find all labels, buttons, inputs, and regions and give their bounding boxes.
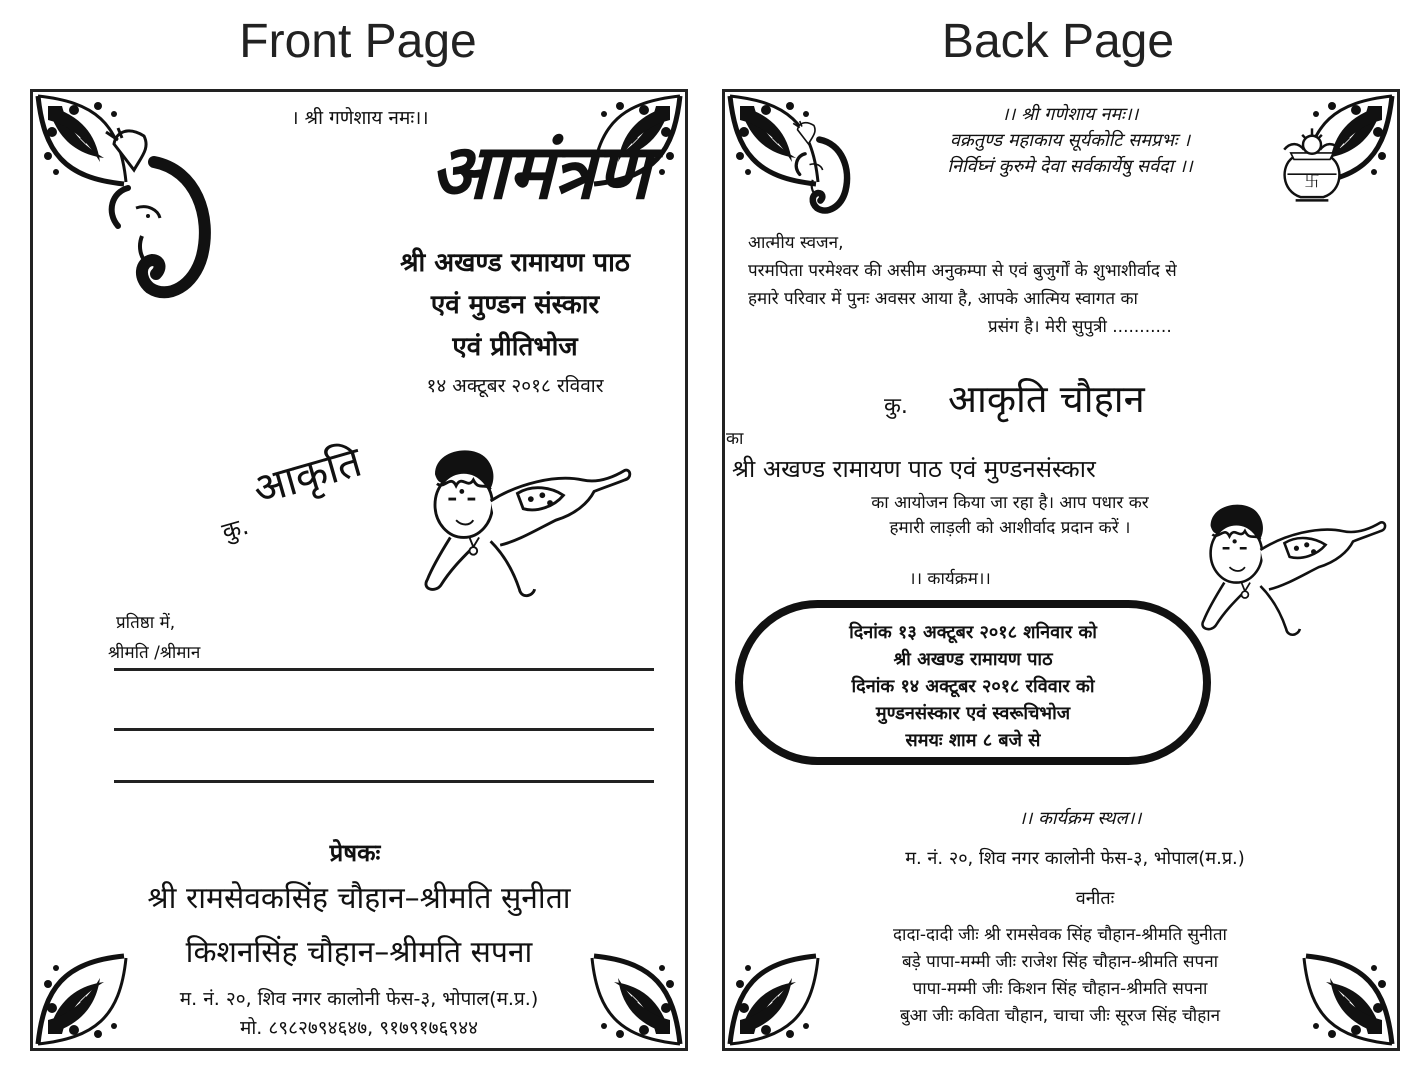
back-event-line: श्री अखण्ड रामायण पाठ एवं मुण्डनसंस्कार (732, 455, 1096, 483)
front-phone: मो. ८९८२७९४६४७, ९१७९१७६९४४ (239, 1017, 479, 1039)
relative-line: बुआ जीः कविता चौहान, चाचा जीः सूरज सिंह चौहान (899, 1006, 1221, 1026)
karyakram-label: ।। कार्यक्रम।। (909, 569, 991, 589)
program-line: मुण्डनसंस्कार एवं स्वरूचिभोज (875, 703, 1071, 724)
ka-label: का (726, 429, 744, 449)
back-name: आकृति चौहान (948, 377, 1145, 421)
intro-para-line: परमपिता परमेश्वर की असीम अनुकम्पा से एवं बुजुर्गों के शुभाशीर्वाद से (748, 261, 1177, 281)
relative-line: दादा-दादी जीः श्री रामसेवक सिंह चौहान-श्रीमति सुनीता (893, 925, 1227, 945)
pratishtha-label: प्रतिष्ठा में, (116, 613, 176, 633)
shloka-line-2: निर्विघ्नं कुरुमे देवा सर्वकार्येषु सर्वदा ।। (947, 156, 1193, 177)
baby-illustration-icon (412, 442, 642, 607)
address-line (114, 728, 654, 731)
venue-address: म. नं. २०, शिव नगर कालोनी फेस-३, भोपाल(म.प्र.) (905, 848, 1245, 869)
front-event-line: एवं मुण्डन संस्कार (430, 290, 600, 320)
shrimati-label: श्रीमति /श्रीमान (108, 643, 201, 663)
ganesha-icon (88, 126, 228, 306)
back-page-heading: Back Page (941, 15, 1175, 68)
shloka-line-1: वक्रतुण्ड महाकाय सूर्यकोटि समप्रभः । (949, 130, 1191, 151)
swastik-icon: 卐 (1304, 172, 1320, 190)
kalash-icon (1276, 120, 1348, 212)
front-event-line: एवं प्रीतिभोज (452, 332, 578, 362)
program-line: श्री अखण्ड रामायण पाठ (893, 649, 1053, 670)
venue-label: ।। कार्यक्रम स्थल।। (1018, 808, 1142, 829)
ganesha-icon (784, 120, 859, 218)
intro-para-line: हमारे परिवार में पुनः अवसर आया है, आपके आत्मिय स्वागत का (748, 289, 1138, 309)
sender-line-2: किशनसिंह चौहान–श्रीमति सपना (185, 935, 533, 970)
address-line (114, 668, 654, 671)
sender-line-1: श्री रामसेवकसिंह चौहान–श्रीमति सुनीता (147, 881, 571, 916)
relative-line: बड़े पापा-मम्मी जीः राजेश सिंह चौहान-श्रीमति सपना (901, 952, 1219, 972)
front-name-prefix: कु. (218, 511, 252, 547)
back-invocation: ।। श्री गणेशाय नमः।। (1001, 104, 1139, 125)
front-event-line: श्री अखण्ड रामायण पाठ (400, 248, 630, 278)
front-address: म. नं. २०, शिव नगर कालोनी फेस-३, भोपाल(म.प्र.) (179, 988, 539, 1010)
front-page-heading: Front Page (239, 15, 477, 68)
preshak-label: प्रेषकः (329, 839, 381, 867)
front-name: आकृति (247, 436, 367, 515)
program-line: दिनांक १४ अक्टूबर २०१८ रविवार को (851, 676, 1095, 697)
ayojan-line: का आयोजन किया जा रहा है। आप पधार कर (871, 493, 1149, 513)
program-line: दिनांक १३ अक्टूबर २०१८ शनिवार को (849, 622, 1097, 643)
back-name-prefix: कु. (884, 394, 908, 419)
aamantran-title: आमंत्रण (430, 127, 651, 216)
ayojan-line: हमारी लाड़ली को आशीर्वाद प्रदान करें । (889, 518, 1131, 538)
front-date: १४ अक्टूबर २०१८ रविवार (426, 375, 604, 397)
front-invocation: । श्री गणेशाय नमः।। (291, 107, 429, 129)
vinit-label: वनीतः (1075, 888, 1115, 909)
address-line (114, 780, 654, 783)
relative-line: पापा-मम्मी जीः किशन सिंह चौहान-श्रीमति सपना (912, 979, 1208, 999)
intro-para-line: प्रसंग है। मेरी सुपुत्री ........... (988, 317, 1172, 337)
program-line: समयः शाम ८ बजे से (905, 730, 1041, 751)
greeting: आत्मीय स्वजन, (748, 233, 844, 253)
baby-illustration-icon (1190, 496, 1396, 646)
